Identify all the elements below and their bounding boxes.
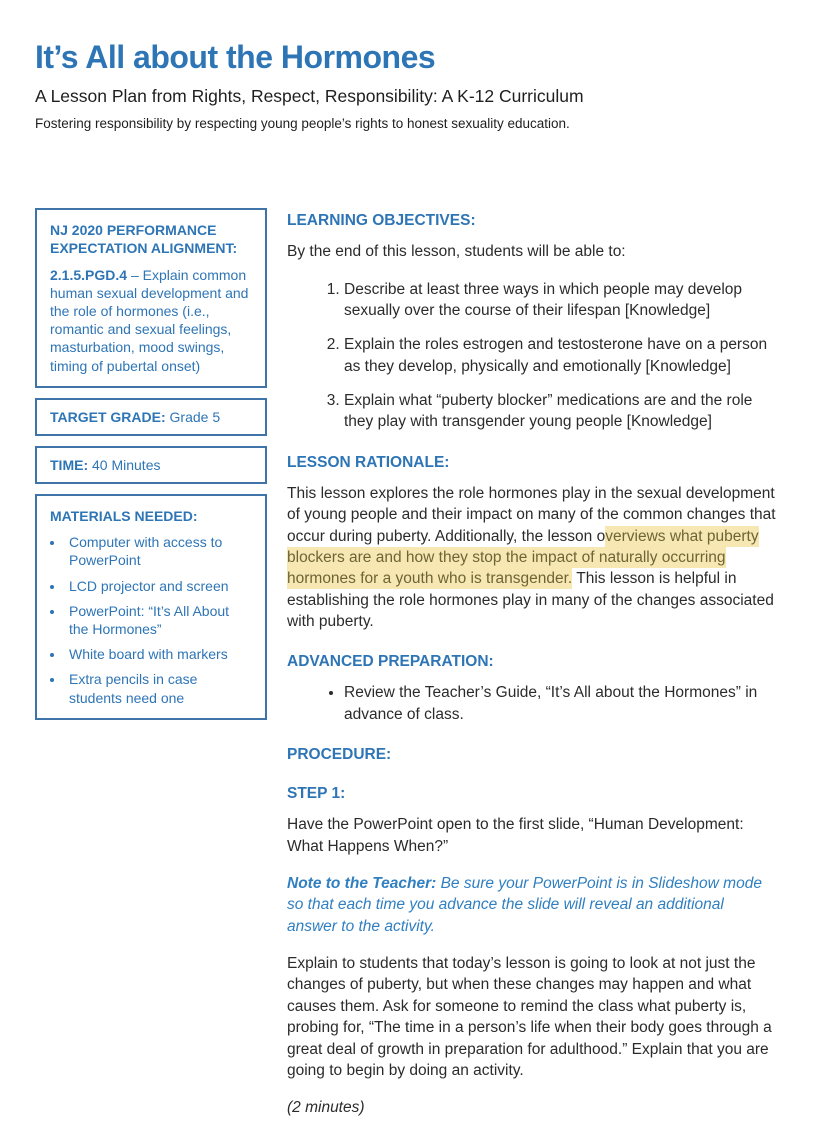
sidebar (35, 208, 267, 730)
alignment-text: – Explain common human sexual development and the role of hormones (i.e., romantic and sexual feelings, masturbation, mood swings, timing of pubertal onset) (50, 266, 249, 374)
teacher-note-text: Be sure your PowerPoint is in Slideshow mode so that each time you advance the slide will reveal an additional answer to the activity. (287, 874, 762, 935)
section-heading-procedure: PROCEDURE: (287, 746, 392, 764)
alignment-code: 2.1.5.PGD.4 (50, 266, 128, 283)
materials-item: • Extra pencils in case students need one (65, 670, 252, 706)
highlighted-text: verviews what puberty blockers are and how they stop the impact of naturally occurring hormones for a youth who is transgender. (287, 527, 759, 588)
materials-box (35, 494, 267, 720)
objective-item: 3. Explain what “puberty blocker” medications are and the role they play with transgender young people [Knowledge] (344, 390, 777, 433)
objective-item: 1. Describe at least three ways in which people may develop sexually over the course of their lifespan [Knowledge] (344, 279, 777, 322)
lesson-subtitle: A Lesson Plan from Rights, Respect, Responsibility: A K-12 Curriculum (35, 86, 584, 107)
time-box (35, 446, 267, 484)
objectives-intro: By the end of this lesson, students will be able to: (287, 243, 626, 261)
materials-item: • White board with markers (65, 645, 252, 663)
preparation-list (287, 682, 777, 725)
target-grade-label: TARGET GRADE: (50, 408, 166, 425)
alignment-paragraph (50, 266, 252, 375)
rationale-paragraph (287, 483, 777, 633)
target-grade-value: Grade 5 (169, 408, 221, 425)
lesson-title: It’s All about the Hormones (35, 39, 436, 75)
time-label: TIME: (50, 456, 89, 473)
section-heading-advanced-preparation: ADVANCED PREPARATION: (287, 653, 494, 671)
section-heading-learning-objectives: LEARNING OBJECTIVES: (287, 212, 476, 230)
content-columns (35, 208, 800, 1135)
rationale-text-after: This lesson is helpful in establishing the role hormones play in many of the changes associated with puberty. (287, 570, 774, 631)
step-1-paragraph: Have the PowerPoint open to the first slide, “Human Development: What Happens When?” (287, 816, 744, 855)
materials-item: • PowerPoint: “It’s All About the Hormones” (65, 602, 252, 638)
curriculum-tagline: Fostering responsibility by respecting young people’s rights to honest sexuality education. (35, 116, 570, 132)
rationale-text-before: This lesson explores the role hormones play in the sexual development of young people and their impact on many of the common changes that occur during puberty. Additionally, the lesson o (287, 484, 776, 545)
objective-item: 2. Explain the roles estrogen and testosterone have on a person as they develop, physically and emotionally [Knowledge] (344, 334, 777, 377)
target-grade-box (35, 398, 267, 436)
document-header (35, 40, 800, 131)
step-duration: (2 minutes) (287, 1099, 365, 1117)
objectives-list (287, 279, 777, 433)
main-content (287, 208, 777, 1135)
teacher-note (287, 873, 777, 937)
materials-heading: MATERIALS NEEDED: (50, 508, 198, 525)
alignment-box (35, 208, 267, 388)
teacher-note-label: Note to the Teacher: (287, 874, 437, 892)
materials-item: • LCD projector and screen (65, 577, 252, 595)
step-1-heading: STEP 1: (287, 785, 346, 803)
materials-item: • Computer with access to PowerPoint (65, 533, 252, 569)
materials-list (50, 533, 252, 707)
preparation-item: • Review the Teacher’s Guide, “It’s All about the Hormones” in advance of class. (344, 682, 777, 725)
section-heading-lesson-rationale: LESSON RATIONALE: (287, 453, 450, 471)
time-value: 40 Minutes (92, 456, 161, 473)
alignment-heading: NJ 2020 PERFORMANCE EXPECTATION ALIGNMENT: (50, 222, 238, 257)
step-1-paragraph-2: Explain to students that today’s lesson is going to look at not just the changes of puberty, but when these changes may happen and what causes them. Ask for someone to remind the class what puberty is, probing for, “The time in a person’s life when their body goes through a great deal of growth in preparation for adulthood.” Explain that you are going to begin by doing an activity. (287, 955, 772, 1079)
